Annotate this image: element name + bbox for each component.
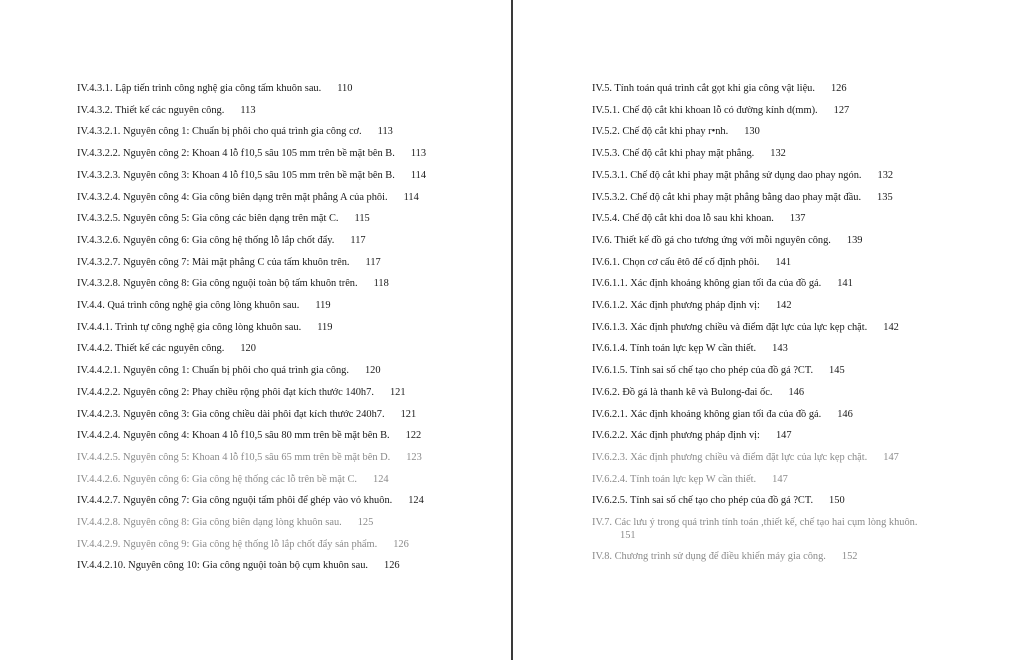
toc-entry-page-number: 126 — [384, 560, 400, 572]
toc-entry — [592, 317, 1017, 339]
toc-entry — [77, 295, 507, 317]
toc-entry-page-number: 125 — [357, 517, 374, 529]
toc-entry — [77, 490, 507, 512]
toc-entry-title: IV.8. Chương trình sử dụng để điều khiển máy gia công. — [592, 551, 826, 563]
toc-entry-title: IV.5. Tính toán quá trình cắt gọt khi gia công vật liệu. — [592, 83, 815, 94]
toc-entry-title: IV.5.3.1. Chế độ cắt khi phay mặt phẳng sử dụng dao phay ngón. — [592, 169, 862, 181]
toc-entry-title: IV.4.3.2.6. Nguyên công 6: Gia công hệ thống lỗ lắp chốt đẩy. — [77, 234, 335, 246]
toc-entry-page-number: 150 — [829, 495, 845, 507]
toc-entry-title: IV.4.4.2.8. Nguyên công 8: Gia công biên dạng lòng khuôn sau. — [77, 517, 342, 529]
toc-entry-title: IV.4.3.2.3. Nguyên công 3: Khoan 4 lỗ f10,5 sâu 105 mm trên bề mặt bên B. — [77, 169, 395, 181]
toc-entry — [77, 382, 507, 404]
toc-entry-page-number: 117 — [365, 256, 381, 268]
toc-entry — [592, 273, 1017, 295]
toc-entry — [592, 208, 1017, 230]
toc-entry-title: IV.6.1.5. Tính sai số chế tạo cho phép của đồ gá ?CT. — [592, 365, 814, 377]
toc-entry-page-number: 115 — [354, 213, 370, 225]
toc-entry — [77, 338, 507, 360]
toc-entry — [592, 425, 1017, 447]
toc-entry-page-number: 137 — [789, 213, 806, 225]
toc-entry-title: IV.4.4.2.2. Nguyên công 2: Phay chiều rộng phôi đạt kích thước 140h7. — [77, 386, 374, 398]
toc-entry-page-number: 143 — [772, 343, 788, 355]
toc-entry — [77, 360, 507, 382]
toc-entry — [77, 78, 507, 100]
toc-entry-title: IV.5.3.2. Chế độ cắt khi phay mặt phẳng bằng dao phay mặt đầu. — [592, 191, 862, 203]
toc-entry-title: IV.6.2.1. Xác định khoảng không gian tối đa của đồ gá. — [592, 408, 822, 420]
toc-entry-page-number: 132 — [877, 169, 894, 181]
toc-entry — [77, 555, 507, 577]
toc-entry — [592, 490, 1017, 512]
toc-entry — [592, 382, 1017, 404]
toc-entry-page-number: 142 — [883, 321, 899, 333]
toc-entry-page-number: 113 — [410, 148, 427, 160]
toc-entry-page-number: 120 — [240, 343, 256, 355]
table-of-contents-left — [77, 78, 507, 577]
toc-entry-title: IV.6.1.3. Xác định phương chiều và điểm đặt lực của lực kẹp chặt. — [592, 321, 868, 333]
toc-entry — [592, 338, 1017, 360]
toc-entry-title: IV.4.4.2. Thiết kế các nguyên công. — [77, 343, 225, 355]
toc-entry-title: IV.5.1. Chế độ cắt khi khoan lỗ có đường kính d(mm). — [592, 104, 818, 116]
toc-entry-title: IV.6.2.4. Tính toán lực kẹp W cần thiết. — [592, 473, 757, 485]
toc-entry-title: IV.6.1. Chọn cơ cấu êtô để cố định phôi. — [592, 256, 760, 268]
toc-entry — [77, 100, 507, 122]
toc-entry-page-number: 141 — [837, 278, 853, 290]
toc-entry-page-number: 135 — [877, 191, 893, 203]
toc-entry-page-number: 152 — [841, 551, 858, 563]
toc-entry-page-number: 123 — [406, 451, 422, 463]
toc-entry-page-number: 147 — [775, 430, 792, 442]
toc-entry — [77, 187, 507, 209]
toc-entry-page-number: 119 — [317, 321, 333, 333]
toc-entry — [77, 143, 507, 165]
toc-entry — [77, 208, 507, 230]
toc-entry — [592, 546, 1017, 568]
toc-entry-title: IV.6.2.2. Xác định phương pháp định vị: — [592, 430, 760, 442]
toc-entry-title: IV.4.3.2.5. Nguyên công 5: Gia công các biên dạng trên mặt C. — [77, 213, 339, 225]
toc-entry-page-number: 145 — [829, 365, 845, 377]
toc-entry-title: IV.4.3.1. Lập tiến trình công nghệ gia công tấm khuôn sau. — [77, 83, 322, 94]
toc-entry-title: IV.7. Các lưu ý trong quá trình tính toán ,thiết kế, chế tạo hai cụm lòng khuôn. — [592, 517, 918, 529]
toc-entry-title: IV.4.4.2.3. Nguyên công 3: Gia công chiều dài phôi đạt kích thước 240h7. — [77, 408, 385, 420]
toc-entry-page-number: 113 — [240, 104, 256, 116]
toc-entry-title: IV.4.4.2.6. Nguyên công 6: Gia công hệ thống các lỗ trên bề mặt C. — [77, 473, 358, 485]
toc-entry-title: IV.5.4. Chế độ cắt khi doa lỗ sau khi khoan. — [592, 213, 774, 225]
toc-entry-page-number: 119 — [315, 300, 331, 312]
toc-entry-page-number: 146 — [837, 408, 853, 420]
toc-entry-title: IV.4.3.2.4. Nguyên công 4: Gia công biên dạng trên mặt phẳng A của phôi. — [77, 191, 388, 203]
toc-entry — [592, 360, 1017, 382]
toc-entry-title: IV.6.2.3. Xác định phương chiều và điểm đặt lực của lực kẹp chặt. — [592, 451, 868, 463]
toc-entry — [77, 121, 507, 143]
toc-entry — [77, 512, 507, 534]
toc-entry-title: IV.5.2. Chế độ cắt khi phay r•nh. — [592, 126, 729, 138]
toc-entry — [592, 187, 1017, 209]
toc-entry — [592, 121, 1017, 143]
toc-entry-page-number: 127 — [833, 104, 850, 116]
right-page — [514, 0, 1024, 660]
toc-entry-title: IV.4.4.2.5. Nguyên công 5: Khoan 4 lỗ f10,5 sâu 65 mm trên bề mặt bên D. — [77, 451, 391, 463]
toc-entry — [592, 165, 1017, 187]
toc-entry-title: IV.6.2. Đồ gá là thanh kê và Bulong-đai ốc. — [592, 386, 773, 398]
toc-entry-title: IV.4.4.2.4. Nguyên công 4: Khoan 4 lỗ f10,5 sâu 80 mm trên bề mặt bên B. — [77, 430, 390, 442]
toc-entry-page-number: 126 — [393, 538, 409, 550]
toc-entry-title: IV.4.4.2.1. Nguyên công 1: Chuẩn bị phôi cho quá trình gia công. — [77, 365, 349, 377]
toc-entry — [592, 469, 1017, 491]
toc-entry-title: IV.4.4.2.7. Nguyên công 7: Gia công nguội tấm phôi để ghép vào vỏ khuôn. — [77, 495, 393, 507]
toc-entry-page-number: 124 — [373, 473, 389, 485]
toc-entry-title: IV.6.2.5. Tính sai số chế tạo cho phép của đồ gá ?CT. — [592, 495, 814, 507]
toc-entry-page-number: 114 — [410, 169, 427, 181]
toc-entry-page-number: 114 — [403, 191, 419, 203]
toc-entry-title: IV.6.1.2. Xác định phương pháp định vị: — [592, 300, 760, 312]
toc-entry-page-number: 130 — [744, 126, 760, 138]
toc-entry-title: IV.4.4.2.10. Nguyên công 10: Gia công nguội toàn bộ cụm khuôn sau. — [77, 560, 368, 572]
toc-entry-title: IV.5.3. Chế độ cắt khi phay mặt phẳng. — [592, 148, 755, 160]
toc-entry — [77, 404, 507, 426]
toc-entry-title: IV.4.3.2.7. Nguyên công 7: Mài mặt phẳng C của tấm khuôn trên. — [77, 256, 350, 268]
toc-entry — [592, 100, 1017, 122]
toc-entry — [77, 273, 507, 295]
toc-entry-page-number: 141 — [775, 256, 792, 268]
toc-entry-page-number: 151 — [620, 530, 636, 542]
toc-entry-page-number: 146 — [788, 386, 805, 398]
toc-entry — [77, 469, 507, 491]
toc-entry-title: IV.6. Thiết kế đồ gá cho tương ứng với mỗi nguyên công. — [592, 234, 831, 246]
toc-entry — [77, 230, 507, 252]
toc-entry — [77, 252, 507, 274]
toc-entry-page-number: 118 — [373, 278, 389, 290]
page-divider — [511, 0, 513, 660]
toc-entry-title: IV.4.3.2.8. Nguyên công 8: Gia công nguội toàn bộ tấm khuôn trên. — [77, 278, 358, 290]
toc-entry-page-number: 121 — [400, 408, 417, 420]
toc-entry-title: IV.6.1.1. Xác định khoảng không gian tối đa của đồ gá. — [592, 278, 822, 290]
toc-entry-page-number: 117 — [350, 234, 366, 246]
toc-entry — [592, 295, 1017, 317]
toc-entry-page-number: 120 — [364, 365, 381, 377]
toc-entry — [592, 78, 1017, 100]
toc-entry-title: IV.4.3.2.2. Nguyên công 2: Khoan 4 lỗ f10,5 sâu 105 mm trên bề mặt bên B. — [77, 148, 395, 160]
toc-entry-page-number: 124 — [408, 495, 424, 507]
toc-entry — [592, 404, 1017, 426]
toc-entry-page-number: 122 — [405, 430, 422, 442]
toc-entry — [77, 534, 507, 556]
toc-entry-page-number: 121 — [389, 386, 406, 398]
toc-entry-title: IV.4.4.1. Trình tự công nghệ gia công lòng khuôn sau. — [77, 321, 302, 333]
toc-entry-title: IV.4.4. Quá trình công nghệ gia công lòng khuôn sau. — [77, 300, 300, 312]
toc-entry — [77, 317, 507, 339]
toc-entry-page-number: 147 — [772, 473, 788, 485]
toc-entry-title: IV.4.3.2.1. Nguyên công 1: Chuẩn bị phôi cho quá trình gia công cơ. — [77, 126, 362, 138]
toc-entry — [592, 143, 1017, 165]
toc-entry-title: IV.4.3.2. Thiết kế các nguyên công. — [77, 104, 225, 116]
toc-entry-page-number: 132 — [770, 148, 786, 160]
toc-entry-page-number: 126 — [830, 83, 847, 94]
toc-entry — [592, 230, 1017, 252]
table-of-contents-right — [592, 78, 1017, 568]
toc-entry — [592, 252, 1017, 274]
toc-entry — [77, 165, 507, 187]
toc-entry-page-number: 113 — [377, 126, 393, 138]
toc-entry-page-number: 147 — [883, 451, 899, 463]
toc-entry-page-number: 110 — [337, 83, 353, 94]
toc-entry — [592, 512, 1017, 546]
toc-entry-title: IV.4.4.2.9. Nguyên công 9: Gia công hệ thống lỗ lắp chốt đẩy sản phẩm. — [77, 538, 378, 550]
toc-entry-page-number: 142 — [775, 300, 792, 312]
toc-entry — [77, 447, 507, 469]
toc-entry-title: IV.6.1.4. Tính toán lực kẹp W cần thiết. — [592, 343, 757, 355]
toc-entry — [592, 447, 1017, 469]
toc-entry-page-number: 139 — [846, 234, 863, 246]
toc-entry — [77, 425, 507, 447]
